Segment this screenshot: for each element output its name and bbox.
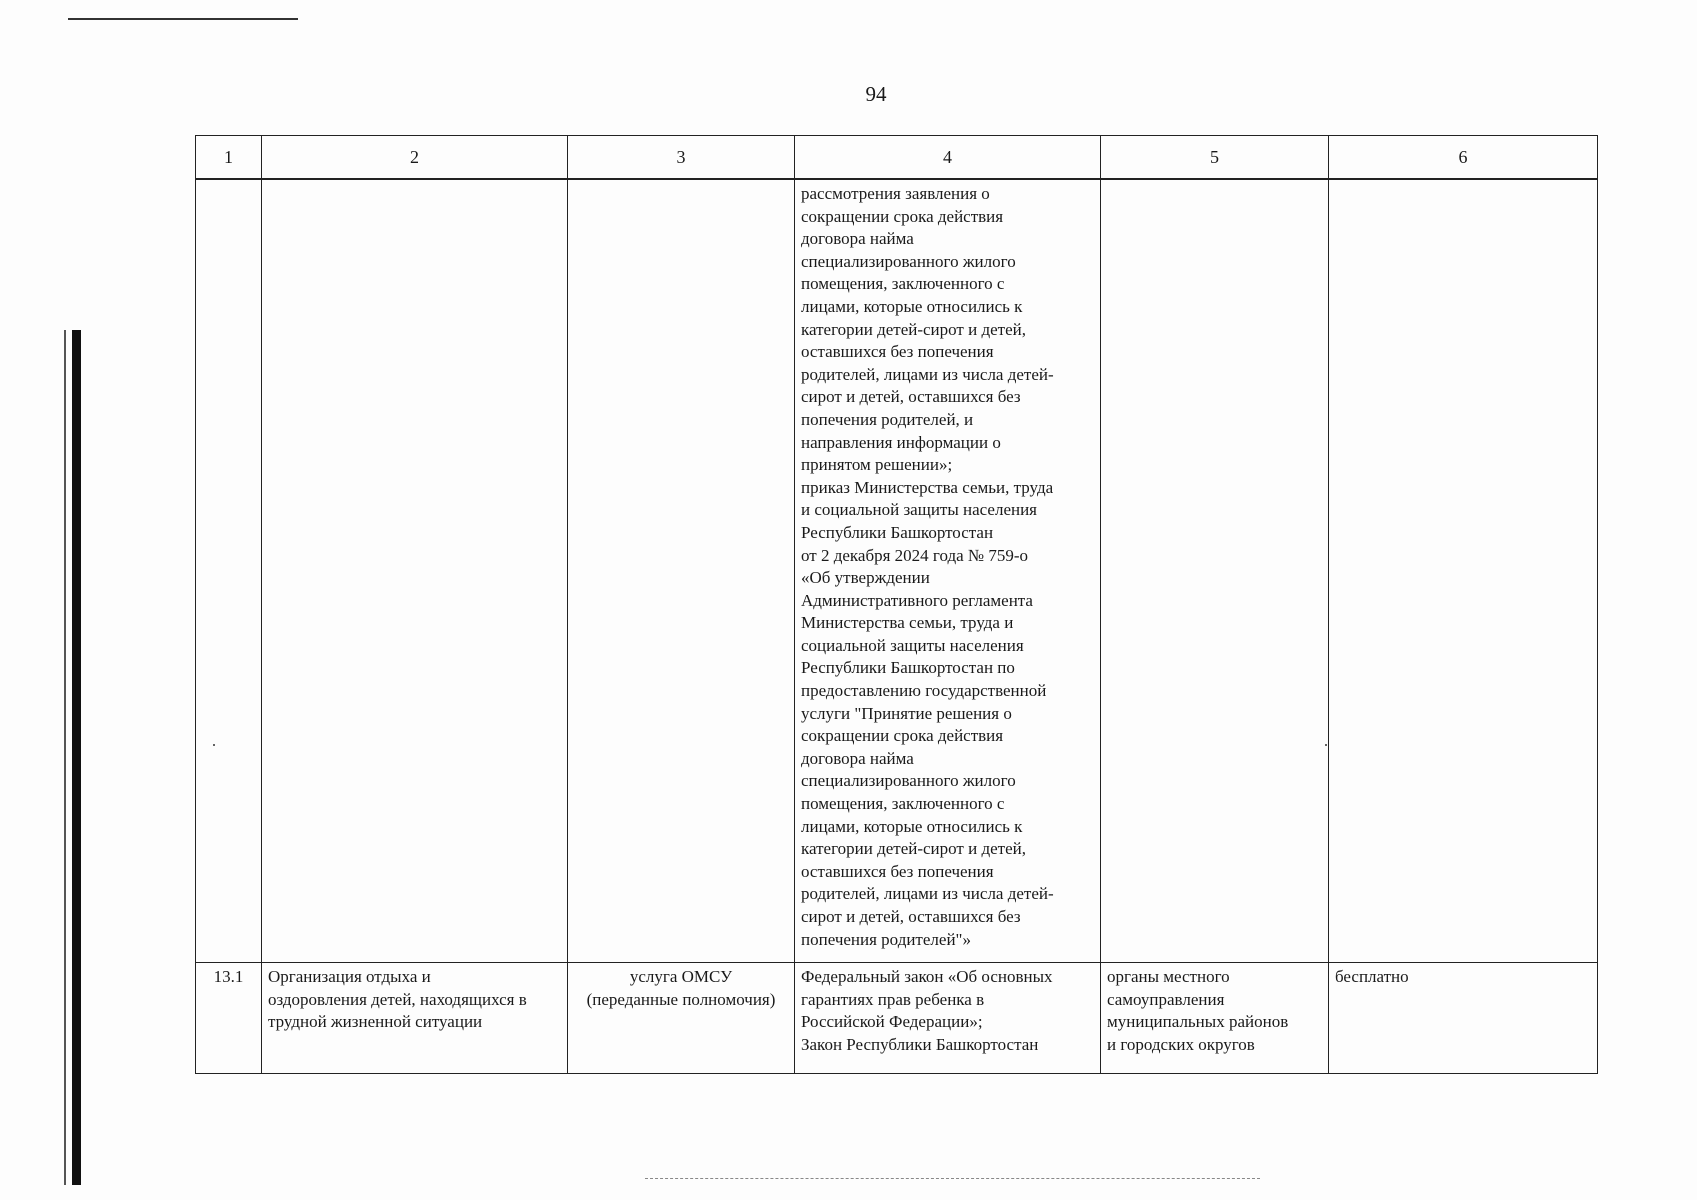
text-line: Республики Башкортостан по bbox=[801, 658, 1015, 678]
text-line: договора найма bbox=[801, 229, 914, 249]
text-line: принятом решении»; bbox=[801, 455, 953, 475]
scan-speck bbox=[1325, 744, 1327, 746]
scan-bottom-rule bbox=[645, 1178, 1260, 1180]
text-line: трудной жизненной ситуации bbox=[268, 1012, 483, 1032]
text-line: Российской Федерации»; bbox=[801, 1012, 983, 1032]
legal-basis-text bbox=[801, 183, 1094, 951]
text-line: Республики Башкортостан bbox=[801, 522, 994, 542]
text-line: и городских округов bbox=[1107, 1034, 1255, 1054]
table-header-row bbox=[196, 136, 1598, 180]
text-line: рассмотрения заявления о bbox=[801, 184, 990, 203]
cell-row-number: 13.1 bbox=[196, 963, 262, 1074]
column-header-1: 1 bbox=[196, 136, 262, 180]
text-line: категории детей-сирот и детей, bbox=[801, 319, 1026, 339]
table-row-13-1 bbox=[196, 963, 1598, 1074]
text-line: и социальной защиты населения bbox=[801, 500, 1037, 520]
scan-top-rule bbox=[68, 18, 298, 20]
text-line: лицами, которые относились к bbox=[801, 816, 1023, 836]
cell-legal-basis bbox=[795, 963, 1101, 1074]
text-line: муниципальных районов bbox=[1107, 1012, 1289, 1032]
cell-continued-type bbox=[568, 179, 795, 963]
services-table bbox=[195, 135, 1598, 1074]
text-line: специализированного жилого bbox=[801, 251, 1016, 271]
text-line: попечения родителей, и bbox=[801, 409, 974, 429]
text-line: категории детей-сирот и детей, bbox=[801, 839, 1026, 859]
cell-continued-name bbox=[262, 179, 568, 963]
text-line: Закон Республики Башкортостан bbox=[801, 1034, 1039, 1054]
text-line: специализированного жилого bbox=[801, 771, 1016, 791]
cell-service-type bbox=[568, 963, 795, 1074]
text-line: сирот и детей, оставшихся без bbox=[801, 907, 1021, 926]
column-header-4: 4 bbox=[795, 136, 1101, 180]
text-line: «Об утверждении bbox=[801, 568, 930, 588]
text-line: (переданные полномочия) bbox=[586, 989, 776, 1009]
text-line: Министерства семьи, труда и bbox=[801, 613, 1014, 633]
cell-continued-legal-basis bbox=[795, 179, 1101, 963]
text-line: помещения, заключенного с bbox=[801, 794, 1005, 814]
text-line: Организация отдыха и bbox=[268, 967, 431, 986]
service-name-text bbox=[268, 966, 561, 1034]
column-header-6: 6 bbox=[1329, 136, 1598, 180]
service-type-text bbox=[574, 966, 788, 1011]
text-line: социальной защиты населения bbox=[801, 635, 1024, 655]
text-line: лицами, которые относились к bbox=[801, 296, 1023, 316]
cell-service-name bbox=[262, 963, 568, 1074]
text-line: от 2 декабря 2024 года № 759-о bbox=[801, 545, 1029, 565]
text-line: оздоровления детей, находящихся в bbox=[268, 989, 527, 1009]
text-line: самоуправления bbox=[1107, 989, 1225, 1009]
page-number: 94 bbox=[865, 82, 887, 106]
cell-continued-cost bbox=[1329, 179, 1598, 963]
authority-text bbox=[1107, 966, 1322, 1056]
text-line: родителей, лицами из числа детей- bbox=[801, 364, 1054, 384]
text-line: предоставлению государственной bbox=[801, 681, 1047, 701]
text-line: Федеральный закон «Об основных bbox=[801, 967, 1053, 986]
text-line: сокращении срока действия bbox=[801, 206, 1004, 226]
text-line: направления информации о bbox=[801, 432, 1001, 452]
column-header-5: 5 bbox=[1101, 136, 1329, 180]
column-header-2: 2 bbox=[262, 136, 568, 180]
text-line: оставшихся без попечения bbox=[801, 861, 994, 881]
text-line: оставшихся без попечения bbox=[801, 342, 994, 362]
text-line: услуга ОМСУ bbox=[629, 967, 733, 986]
cell-continued-authority bbox=[1101, 179, 1329, 963]
text-line: сирот и детей, оставшихся без bbox=[801, 387, 1021, 407]
text-line: помещения, заключенного с bbox=[801, 274, 1005, 294]
text-line: попечения родителей"» bbox=[801, 929, 971, 949]
scan-left-edge-bar bbox=[72, 330, 81, 1185]
text-line: услуги "Принятие решения о bbox=[801, 703, 1012, 723]
text-line: органы местного bbox=[1107, 967, 1230, 986]
text-line: сокращении срока действия bbox=[801, 726, 1004, 746]
legal-basis-text-13-1 bbox=[801, 966, 1094, 1056]
text-line: договора найма bbox=[801, 748, 914, 768]
scan-left-edge-line bbox=[64, 330, 66, 1185]
text-line: гарантиях прав ребенка в bbox=[801, 989, 985, 1009]
text-line: приказ Министерства семьи, труда bbox=[801, 477, 1054, 497]
scan-speck bbox=[213, 744, 215, 746]
table-row-continued bbox=[196, 179, 1598, 963]
cell-continued-number bbox=[196, 179, 262, 963]
cell-cost: бесплатно bbox=[1329, 963, 1598, 1074]
cell-authority bbox=[1101, 963, 1329, 1074]
text-line: Административного регламента bbox=[801, 590, 1033, 610]
column-header-3: 3 bbox=[568, 136, 795, 180]
text-line: родителей, лицами из числа детей- bbox=[801, 884, 1054, 904]
